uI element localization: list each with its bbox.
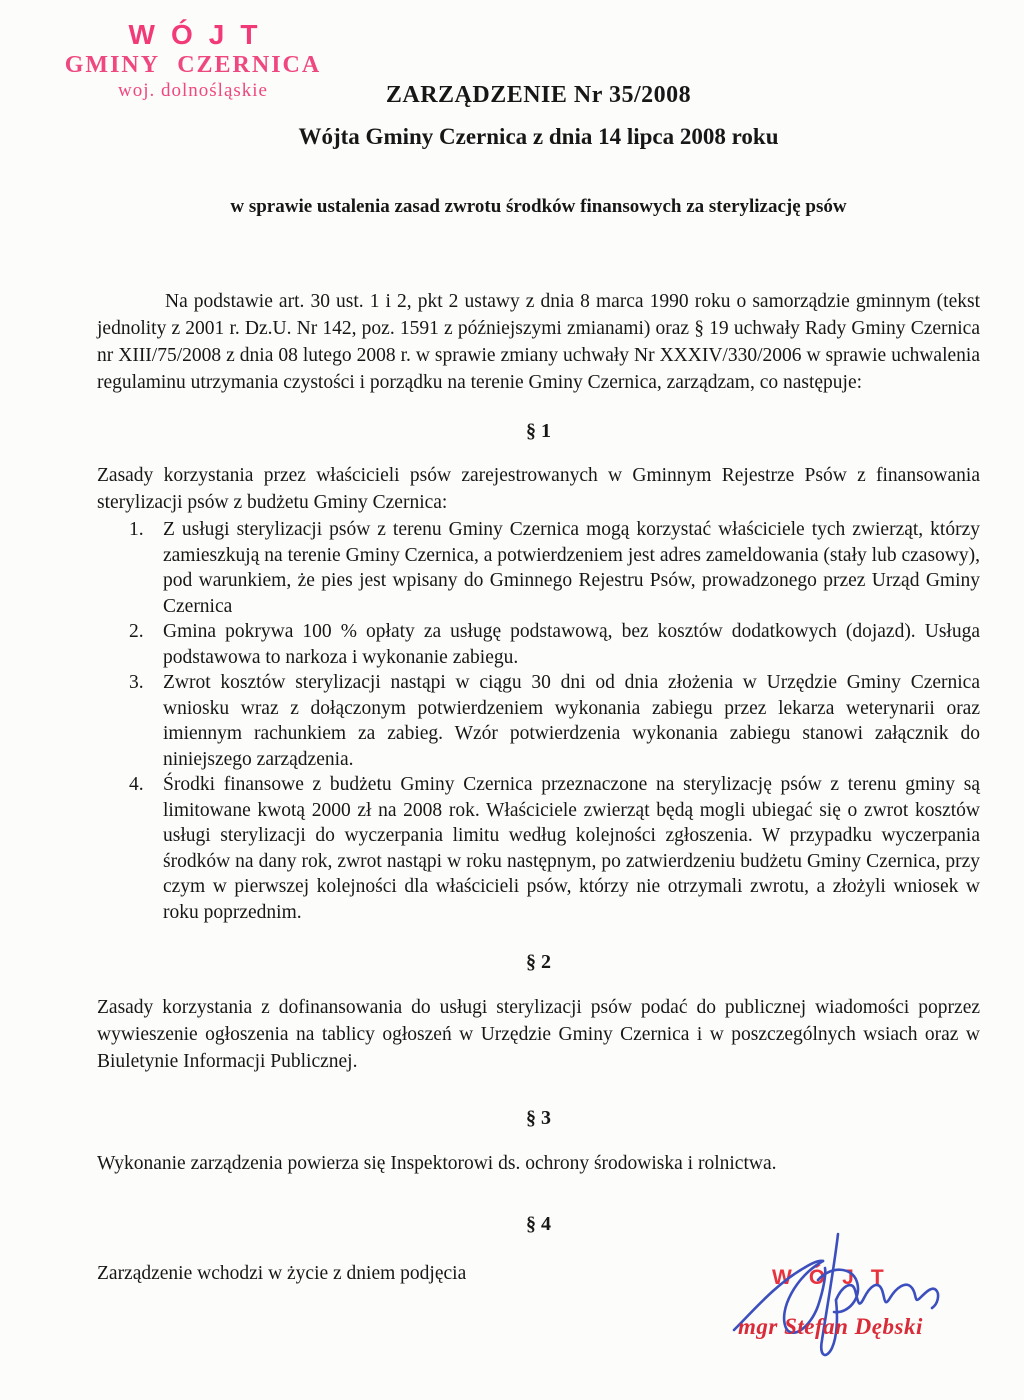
document-subtitle: Wójta Gminy Czernica z dnia 14 lipca 2008 roku [298, 124, 779, 149]
list-item-4-number: 4. [129, 774, 144, 795]
section-3-paragraph: Wykonanie zarządzenia powierza się Inspektorowi ds. ochrony środowiska i rolnictwa. [97, 1153, 777, 1174]
signature-scrawl-icon [726, 1228, 976, 1378]
section-2-mark: § 2 [526, 951, 551, 973]
signature-name: mgr Stefan Dębski [738, 1314, 923, 1339]
list-item-2-text: Gmina pokrywa 100 % opłaty za usługę podstawową, bez kosztów dodatkowych (dojazd). Usługa podstawowa to narkoza i wykonanie zabiegu. [163, 621, 980, 668]
section-1-mark: § 1 [526, 420, 551, 442]
stamp-municipality: GMINY CZERNICA [64, 52, 322, 78]
document-title: ZARZĄDZENIE Nr 35/2008 [385, 82, 692, 108]
section-2-paragraph: Zasady korzystania z dofinansowania do usługi sterylizacji psów podać do publicznej wiadomości poprzez wywieszenie ogłoszenia na tablicy ogłoszeń w Urzędzie Gminy Czernica i w poszczególnych wsiach oraz w Biuletynie Informacji Publicznej. [97, 997, 980, 1072]
list-item-3 [97, 670, 980, 772]
document-subject-line: w sprawie ustalenia zasad zwrotu środków finansowych za sterylizację psów [230, 196, 847, 217]
signature-wojt-stamp: WÓJT [772, 1266, 901, 1289]
document-body [97, 0, 980, 1287]
list-item-2-number: 2. [129, 621, 144, 642]
list-item-2 [97, 619, 980, 670]
section-4-mark: § 4 [526, 1213, 551, 1235]
stamp-office-title: WÓJT [128, 19, 274, 50]
list-item-1-text: Z usługi sterylizacji psów z terenu Gminy Czernica mogą korzystać właściciele tych zwierząt, którzy zamieszkują na terenie Gminy Czernica, a potwierdzeniem jest adres zameldowania (stały lub czasowy), pod warunkiem, że pies jest wpisany do Gminnego Rejestru Psów, prowadzonego przez Urząd Gminy Czernica [163, 519, 980, 617]
list-item-3-text: Zwrot kosztów sterylizacji nastąpi w ciągu 30 dni od dnia złożenia w Urzędzie Gminy Czernica wniosku wraz z dołączonym potwierdzeniem wykonania zabiegu przez lekarza weterynarii oraz imiennym rachunkiem za zabieg. Wzór potwierdzenia wykonania zabiegu stanowi załącznik do niniejszego zarządzenia. [163, 672, 980, 770]
list-item-1-number: 1. [129, 519, 144, 540]
list-item-3-number: 3. [129, 672, 144, 693]
list-item-4 [97, 772, 980, 925]
list-item-4-text: Środki finansowe z budżetu Gminy Czernica przeznaczone na sterylizację psów z terenu gminy są limitowane kwotą 2000 zł na 2008 rok. Właściciele zwierząt będą mogli ubiegać się o zwrot kosztów usługi sterylizacji do wyczerpania limitu według kolejności zgłoszenia. W przypadku wyczerpania środków na dany rok, zwrot nastąpi w roku następnym, po zatwierdzeniu budżetu Gminy Czernica, przy czym w pierwszej kolejności dla właścicieli psów, którzy nie otrzymali zwrotu, a złożyli wniosek w roku poprzednim. [163, 774, 980, 923]
legal-basis-paragraph: Na podstawie art. 30 ust. 1 i 2, pkt 2 ustawy z dnia 8 marca 1990 roku o samorządzie gminnym (tekst jednolity z 2001 r. Dz.U. Nr 142, poz. 1591 z późniejszymi zmianami) oraz § 19 uchwały Rady Gminy Czernica nr XIII/75/2008 z dnia 08 lutego 2008 r. w sprawie zmiany uchwały Nr XXXIV/330/2006 w sprawie uchwalenia regulaminu utrzymania czystości i porządku na terenie Gminy Czernica, zarządzam, co następuje: [97, 291, 980, 393]
section-3-mark: § 3 [526, 1107, 551, 1129]
section-1-list [97, 517, 980, 925]
section-4-paragraph: Zarządzenie wchodzi w życie z dniem podjęcia [97, 1263, 467, 1284]
section-1-lead: Zasady korzystania przez właścicieli psów zarejestrowanych w Gminnym Rejestrze Psów z finansowania sterylizacji psów z budżetu Gminy Czernica: [97, 465, 980, 513]
stamp-voivodeship: woj. dolnośląskie [118, 80, 268, 101]
signature-block [726, 1240, 996, 1390]
list-item-1 [97, 517, 980, 619]
